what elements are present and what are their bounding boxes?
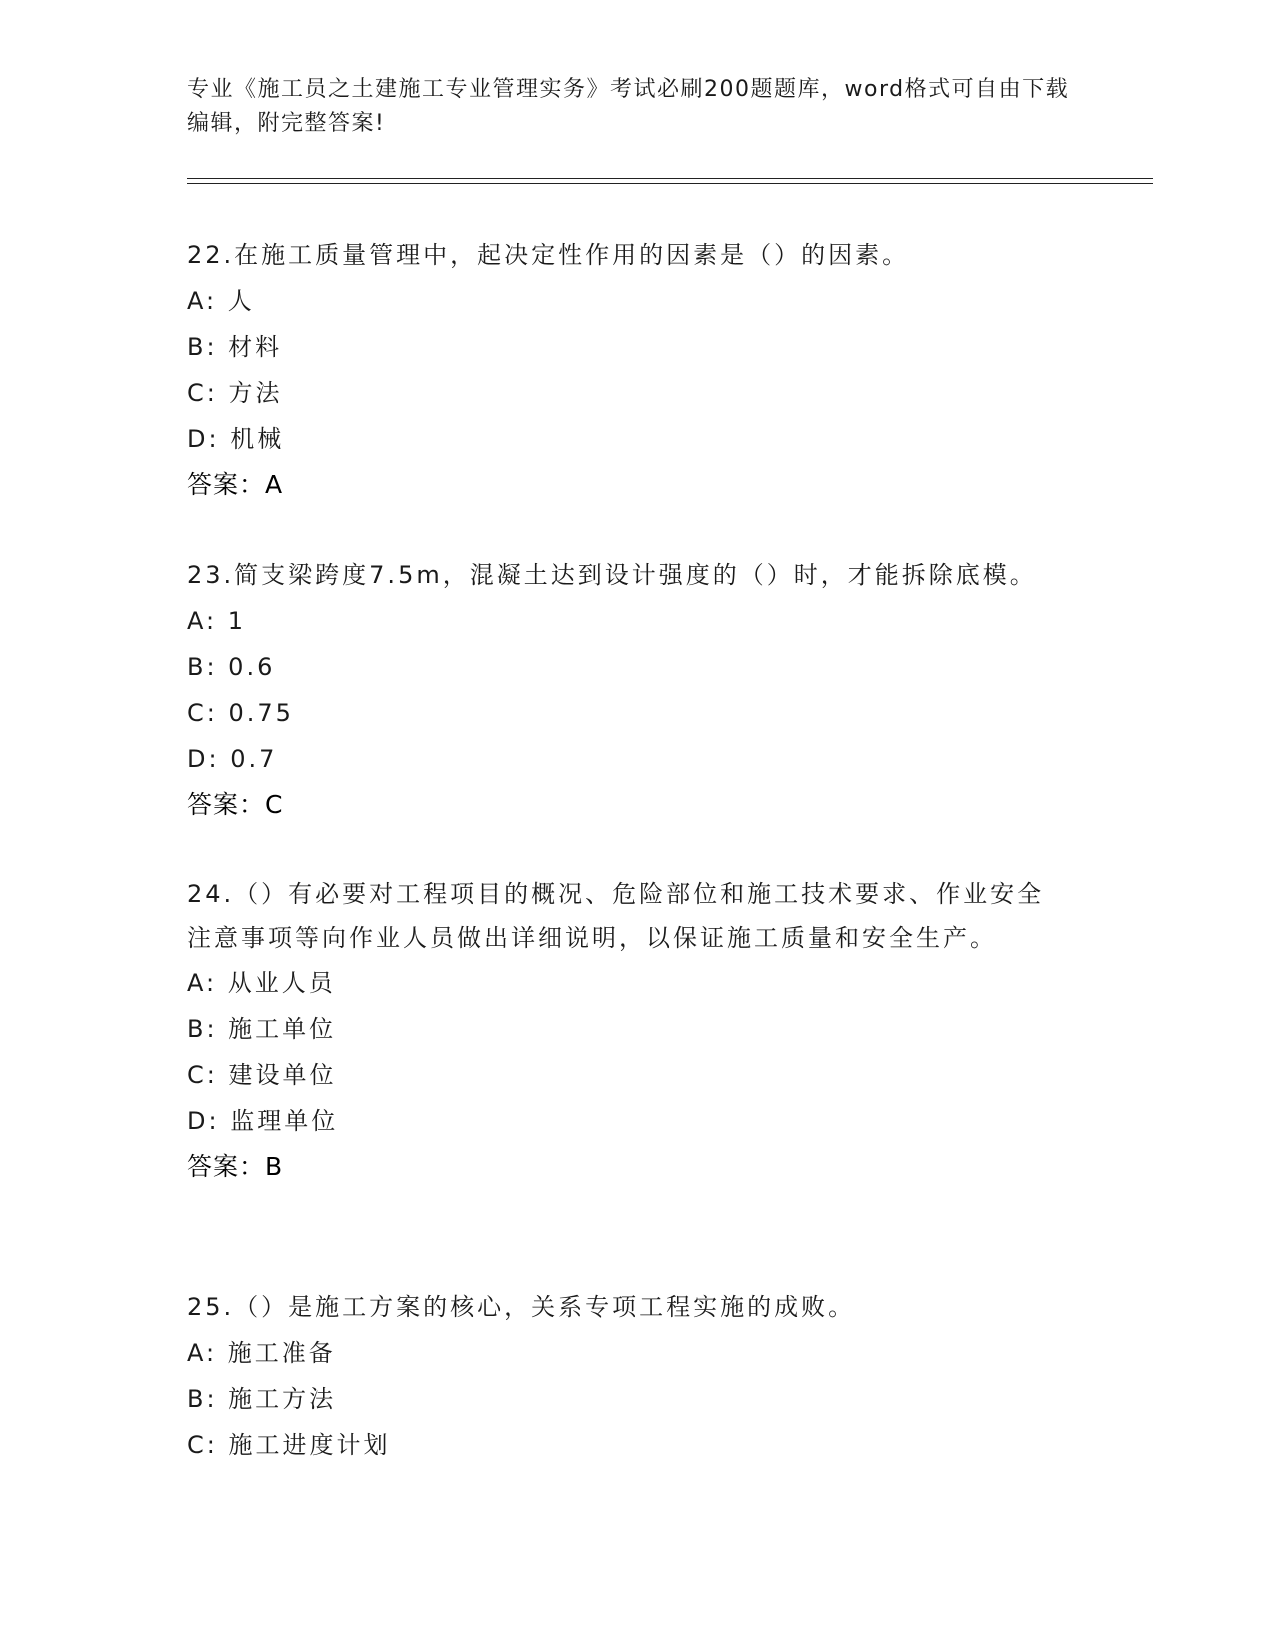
header-rule-top (187, 178, 1153, 179)
question-22 (187, 232, 1087, 508)
option-c: C: 施工进度计划 (187, 1431, 391, 1459)
option-b: B: 材料 (187, 333, 283, 361)
option-b: B: 0.6 (187, 653, 276, 681)
option-c: C: 方法 (187, 379, 283, 407)
option-b: B: 施工方法 (187, 1385, 337, 1413)
option-a: A: 人 (187, 287, 255, 315)
question-25 (187, 1284, 1087, 1468)
question-stem: 23.简支梁跨度7.5m，混凝土达到设计强度的（）时，才能拆除底模。 (187, 561, 1037, 589)
option-a: A: 施工准备 (187, 1339, 336, 1367)
document-header: 专业《施工员之土建施工专业管理实务》考试必刷200题题库，word格式可自由下载编辑，附完整答案! (187, 77, 1070, 136)
option-c: C: 0.75 (187, 699, 294, 727)
option-c: C: 建设单位 (187, 1061, 337, 1089)
answer-line: 答案：B (187, 1152, 284, 1181)
question-23 (187, 552, 1087, 828)
answer-line: 答案：A (187, 470, 284, 499)
answer-line: 答案：C (187, 790, 284, 819)
option-a: A: 1 (187, 607, 246, 635)
option-d: D: 机械 (187, 425, 285, 453)
question-stem: 25.（）是施工方案的核心，关系专项工程实施的成败。 (187, 1293, 856, 1321)
header-rule-bottom (187, 183, 1153, 184)
question-stem: 22.在施工质量管理中，起决定性作用的因素是（）的因素。 (187, 241, 910, 269)
option-d: D: 监理单位 (187, 1107, 339, 1135)
option-b: B: 施工单位 (187, 1015, 337, 1043)
question-24 (187, 872, 1087, 1190)
option-a: A: 从业人员 (187, 969, 336, 997)
option-d: D: 0.7 (187, 745, 278, 773)
question-stem: 24.（）有必要对工程项目的概况、危险部位和施工技术要求、作业安全注意事项等向作业人员做出详细说明，以保证施工质量和安全生产。 (187, 880, 1045, 952)
